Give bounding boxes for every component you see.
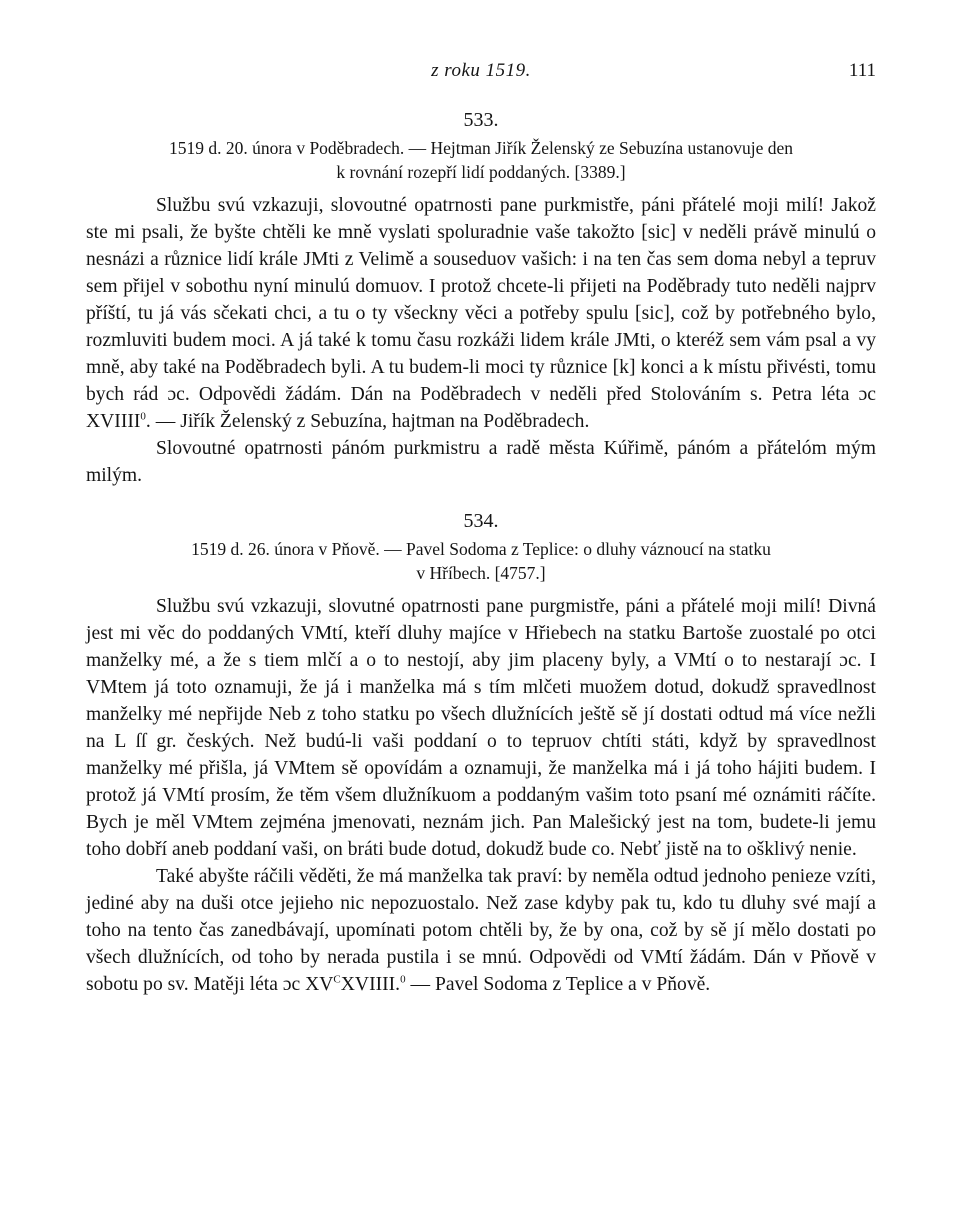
letter-address: Slovoutné opatrnosti pánóm purkmistru a radě města Kúřimě, pánóm a přátelóm mým milým. bbox=[86, 438, 876, 486]
regest-line: 1519 d. 20. února v Poděbradech. — Hejtman Jiřík Želenský ze Sebuzína ustanovuje den bbox=[168, 138, 793, 158]
letter-text: Službu svú vzkazuji, slovoutné opatrnosti pane purkmistře, páni přátelé moji milí! Jakož ste mi psali, že byšte chtěli ke mně vyslati spoluradnie vaše takožto [sic] v neděli právě minulú o nesnázi a různice lidí krále JMti z Velimě a souseduov vašich: i na ten čas sem doma nebyl a tepruv sem přijel v sobothu nyní minulú domuov. I protož chcete-li přijeti na Poděbrady tuto neděli najprv příští, tu já vás sčekati chci, a tu o ty všeckny věci a potřeby spulu [sic], což by potřebného bylo, rozmluviti budem moci. A já také k tomu času rozkáži lidem krále JMti, o kteréž sem vám psal a vy mně, aby také na Poděbradech byli. A tu budem-li moci ty různice [k] konci a k místu přivésti, tomu bych rád ɔc. Odpovědi žádám. Dán na Poděbradech v neděli před Stolováním s. Petra léta ɔc XVIIII bbox=[86, 195, 876, 432]
letter-signature: — Pavel Sodoma z Teplice a v Pňově. bbox=[405, 974, 711, 995]
page-number: 111 bbox=[848, 60, 876, 81]
letter-text: XVIIII. bbox=[340, 974, 401, 995]
superscript: 0 bbox=[140, 410, 146, 423]
letter-body: Službu svú vzkazuji, slovutné opatrnosti pane purgmistře, páni a přátelé moji milí! Divná jest mi věc do poddaných VMtí, kteří dluhy majíce v Hřiebech na statku Bartoše zuostalé po otci manželky mé, a že s tiem mlčí a o to nestojí, aby jim placeny byly, a VMtí o to nestarají ɔc. I VMtem já toto oznamuji, že já i manželka má s tím mlčeti muožem dotud, dokudž spravedlnost manželky mé nepřijde Neb z toho statku po všech dlužnících ještě sě jí dostati odtud má více nežli na L ſſ gr. českých. Než budú-li vaši poddaní o to tepruov chtíti státi, když by spravedlnost manželky mé přišla, já VMtem sě opovídám a oznamuji, že manželka má i já toho hájiti budem. I protož já VMtí prosím, že těm všem dlužníkuom a poddaným vašim toto psaní mé oznámiti ráčíte. Bych je měl VMtem zejména jmenovati, neznám jich. Pan Malešický jest na tom, budete-li jemu toho dobří aneb poddaní vaši, on bráti bude dotud, dokudž bude co. Nebť jistě na to ošklivý nenie. bbox=[86, 596, 876, 860]
running-title: z roku 1519. bbox=[431, 60, 531, 81]
letter-text: Také abyšte ráčili věděti, že má manželka tak praví: by neměla odtud jednoho penieze vzíti, jediné aby na duši otce jejieho nic nepozuostalo. Než zase kdyby pak tu, kdo tu dluhy své mají a toho na tento čas zanedbávají, upomínati potom chtěli by, že by ona, což by sě jí mělo dostati po všech dlužnících, od toho by nerada pustila i se mnú. Odpovědi od VMtí žádám. Dán v Pňově v sobotu po sv. Matěji léta ɔc XV bbox=[86, 866, 876, 995]
document-number: 533. bbox=[463, 109, 499, 131]
document-regest bbox=[86, 136, 876, 184]
regest-line: 1519 d. 26. února v Pňově. — Pavel Sodoma z Teplice: o dluhy váznoucí na statku bbox=[191, 539, 771, 559]
document-regest bbox=[86, 537, 876, 585]
document-page bbox=[86, 50, 876, 998]
superscript: 0 bbox=[400, 973, 406, 986]
letter-body bbox=[86, 192, 876, 435]
letter-signature: . — Jiřík Želenský z Sebuzína, hajtman na Poděbradech. bbox=[145, 411, 590, 432]
regest-line: k rovnání rozepří lidí poddaných. [3389.] bbox=[336, 162, 626, 182]
page-header bbox=[86, 50, 876, 80]
superscript: C bbox=[333, 973, 341, 986]
document-533 bbox=[86, 108, 876, 489]
letter-body bbox=[86, 863, 876, 998]
regest-line: v Hříbech. [4757.] bbox=[416, 563, 546, 583]
document-number: 534. bbox=[463, 510, 499, 532]
document-534 bbox=[86, 509, 876, 998]
